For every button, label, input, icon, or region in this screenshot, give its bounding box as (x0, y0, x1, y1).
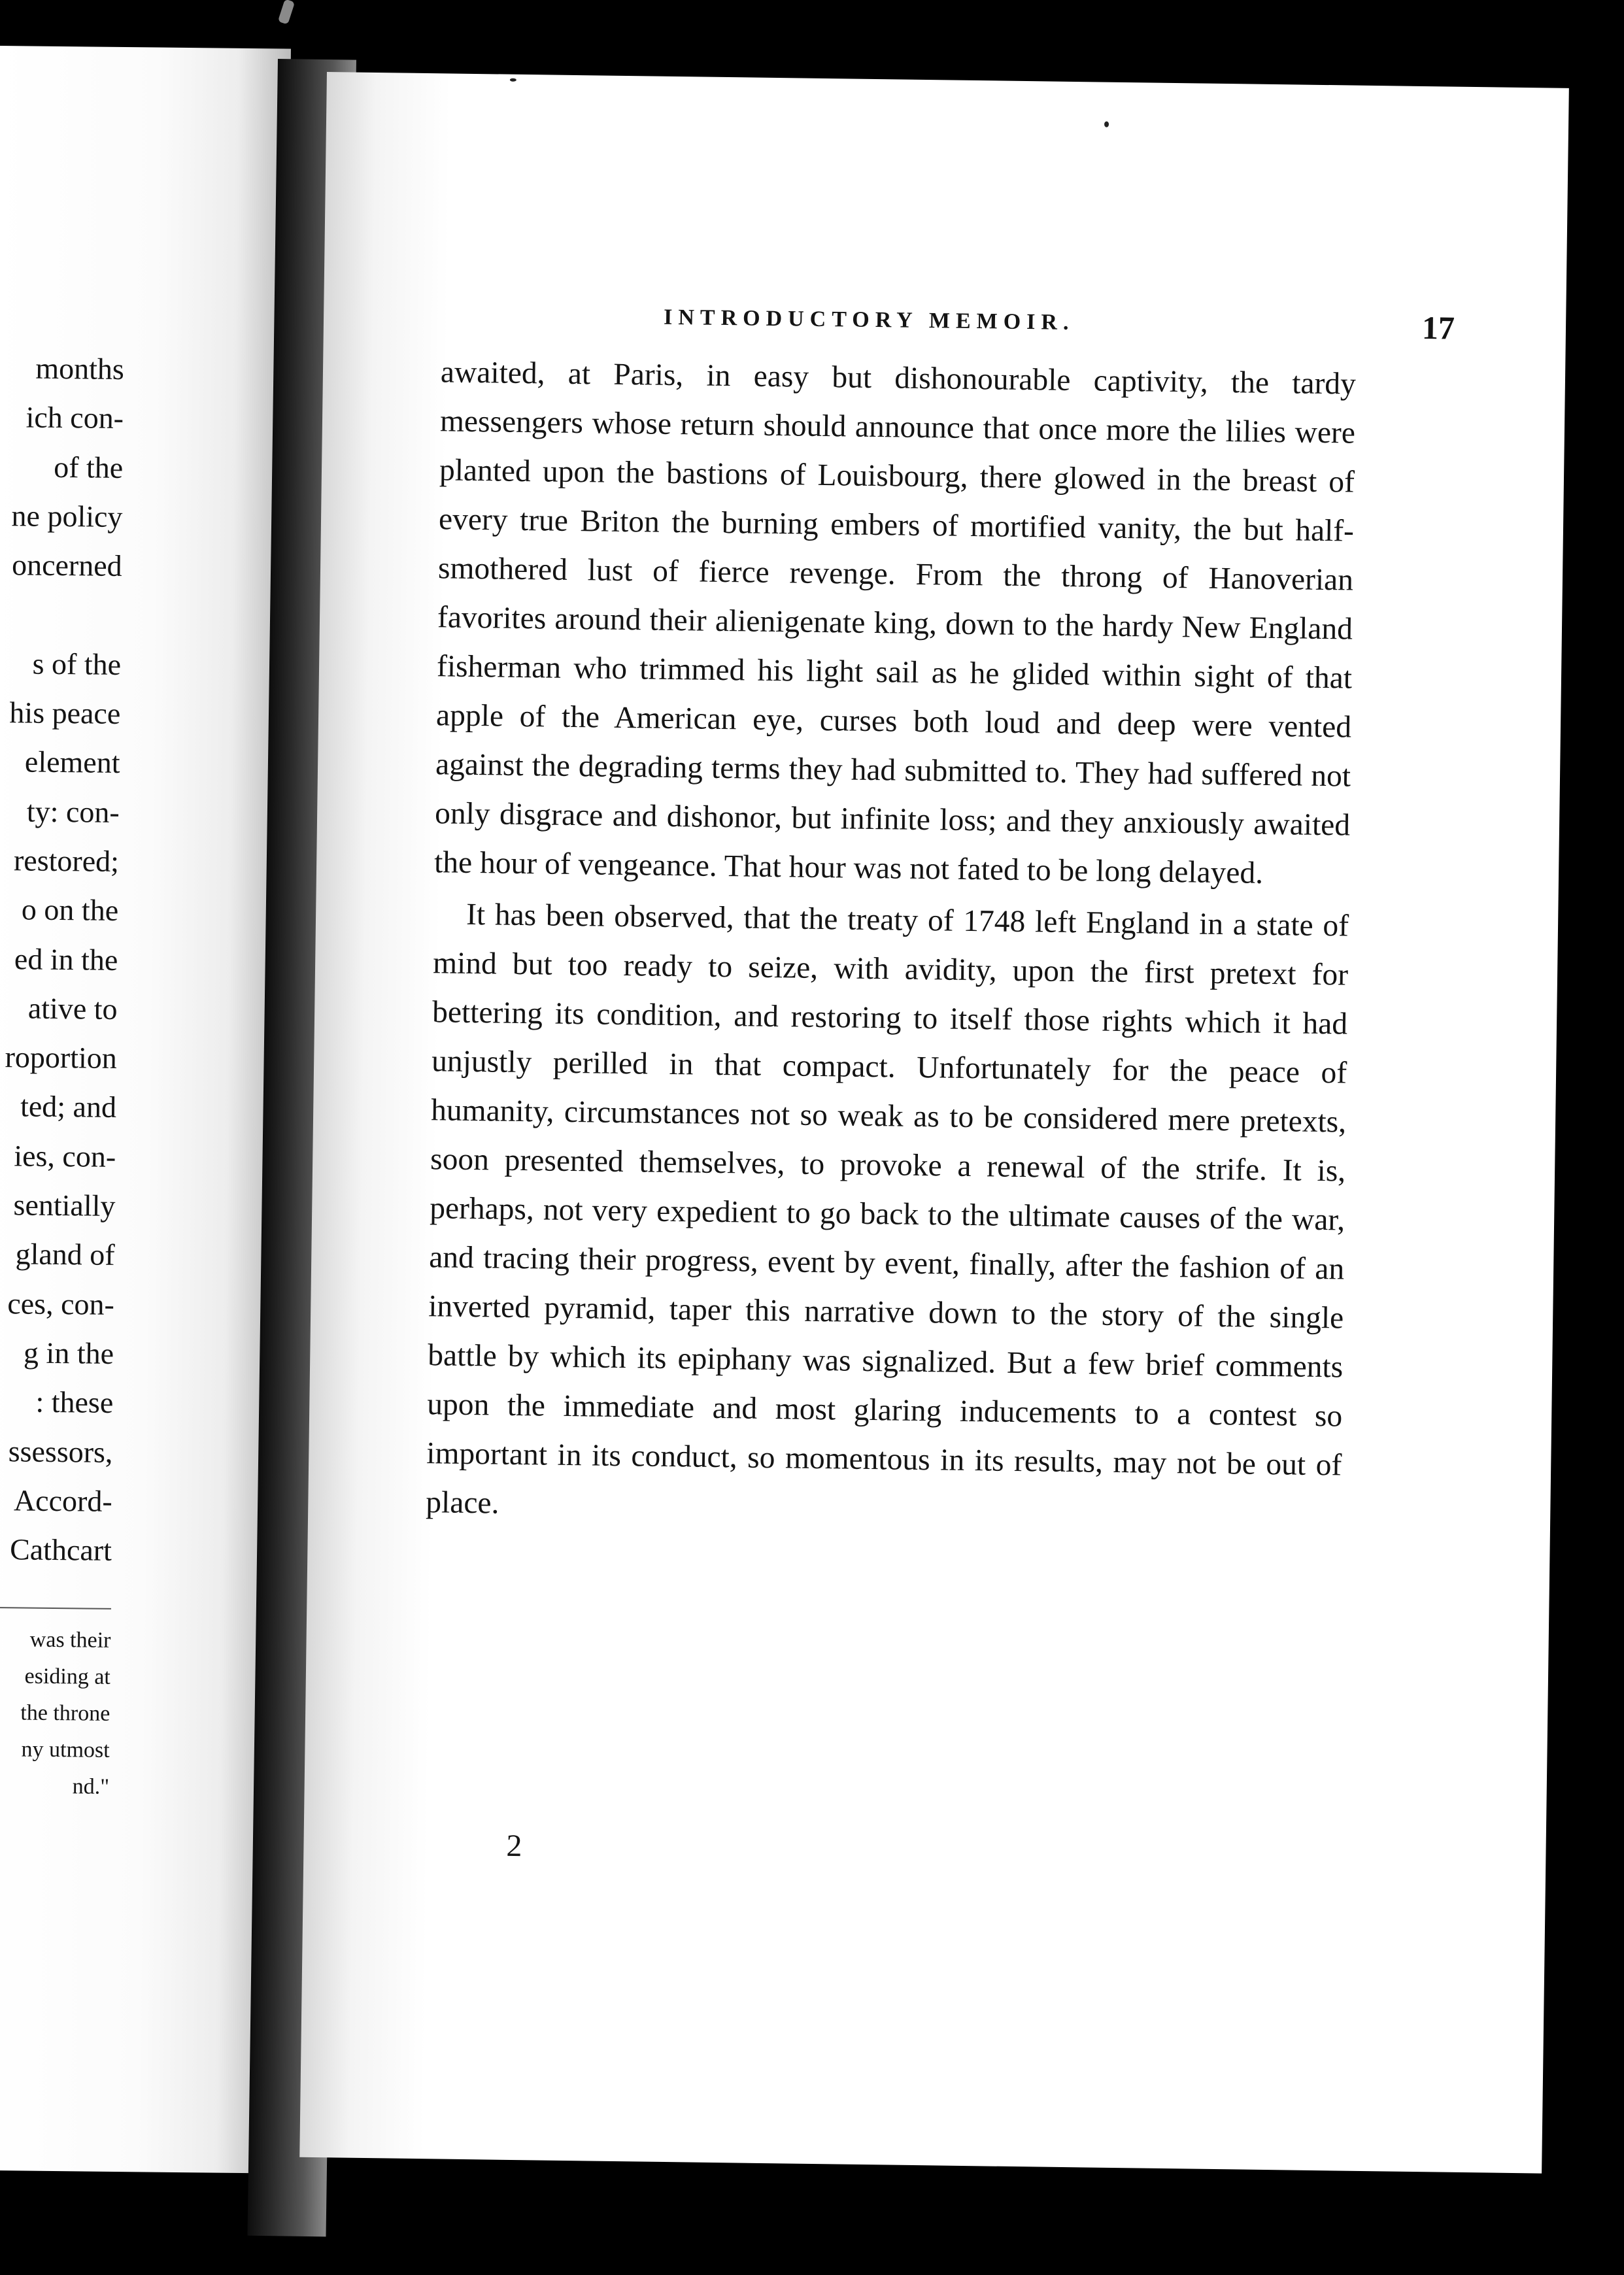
footnote-line: was their (29, 1627, 111, 1653)
facing-line: ted; and (20, 1089, 117, 1124)
body-text (426, 348, 1356, 1539)
paragraph: It has been observed, that the treaty of 1748 left England in a state of mind but too ready to seize, with avidity, upon the first pretext for bettering its condition, and restoring to itself those rights which it had unjustly perilled in that compact. Unfortunately for the peace of humanity, circumstances not so weak as to be considered mere pretexts, soon presented themselves, to provoke a renewal of the strife. It is, perhaps, not very expedient to go back to the ultimate causes of the war, and tracing their progress, event by event, finally, after the fashion of an inverted pyramid, taper this narrative down to the story of the single battle by which its epiphany was signalized. But a few brief comments upon the immediate and most glaring inducements to a contest so important in its conduct, so momentous in its results, may not be out of place. (426, 897, 1349, 1521)
footnote-line: the throne (20, 1700, 110, 1726)
running-head-title: INTRODUCTORY MEMOIR. (663, 305, 1075, 335)
facing-line: g in the (23, 1336, 114, 1370)
facing-line: ed in the (14, 941, 118, 977)
facing-line: ssessors, (8, 1434, 113, 1469)
facing-page-text (0, 343, 124, 1575)
book-page (299, 72, 1569, 2174)
facing-line: oncerned (11, 548, 122, 583)
facing-line: of the (53, 450, 124, 484)
facing-line: s of the (32, 647, 122, 681)
facing-line: gland of (15, 1237, 115, 1272)
facing-line: ces, con- (7, 1286, 115, 1321)
footnote-line: ny utmost (21, 1737, 110, 1762)
facing-line: : these (35, 1385, 114, 1420)
running-head (664, 299, 1455, 355)
facing-line: ne policy (11, 499, 123, 533)
facing-paragraph-gap (9, 590, 122, 640)
facing-line: o on the (21, 892, 119, 928)
ink-speck (510, 78, 516, 82)
facing-line: Accord- (13, 1483, 112, 1518)
footnote-line: nd." (72, 1774, 110, 1799)
facing-page-left (0, 46, 291, 2173)
facing-line: ty: con- (26, 794, 120, 829)
facing-line: roportion (5, 1040, 118, 1075)
facing-line: restored; (13, 843, 120, 878)
facing-line: ich con- (25, 400, 124, 435)
facing-line: element (24, 745, 120, 780)
page-number: 17 (1421, 309, 1455, 346)
facing-line: ative to (27, 991, 118, 1026)
facing-line: Cathcart (9, 1532, 112, 1568)
ink-speck (1104, 122, 1109, 127)
edge-smudge (278, 0, 295, 25)
facing-line: months (35, 351, 125, 386)
facing-line: his peace (9, 696, 121, 731)
footnote-rule (0, 1607, 111, 1609)
signature-mark: 2 (506, 1828, 522, 1864)
paragraph: awaited, at Paris, in easy but dishonourable captivity, the tardy messengers whose return should announce that once more the lilies were planted upon the bastions of Louisbourg, there glowed in the breast of every true Briton the burning embers of mortified vanity, the but half-smothered lust of fierce revenge. From the throng of Hanoverian favorites around their alienigenate king, down to the hardy New England fisherman who trimmed his light sail as he glided within sight of that apple of the American eye, curses both loud and deep were vented against the degrading terms they had submitted to. They had suffered not only disgrace and dishonor, but infinite loss; and they anxiously awaited the hour of vengeance. That hour was not fated to be long delayed. (433, 355, 1357, 890)
facing-line: ies, con- (14, 1139, 116, 1173)
facing-line: sentially (13, 1188, 116, 1222)
footnote-line: esiding at (24, 1664, 111, 1689)
facing-footnote (20, 1621, 111, 1805)
